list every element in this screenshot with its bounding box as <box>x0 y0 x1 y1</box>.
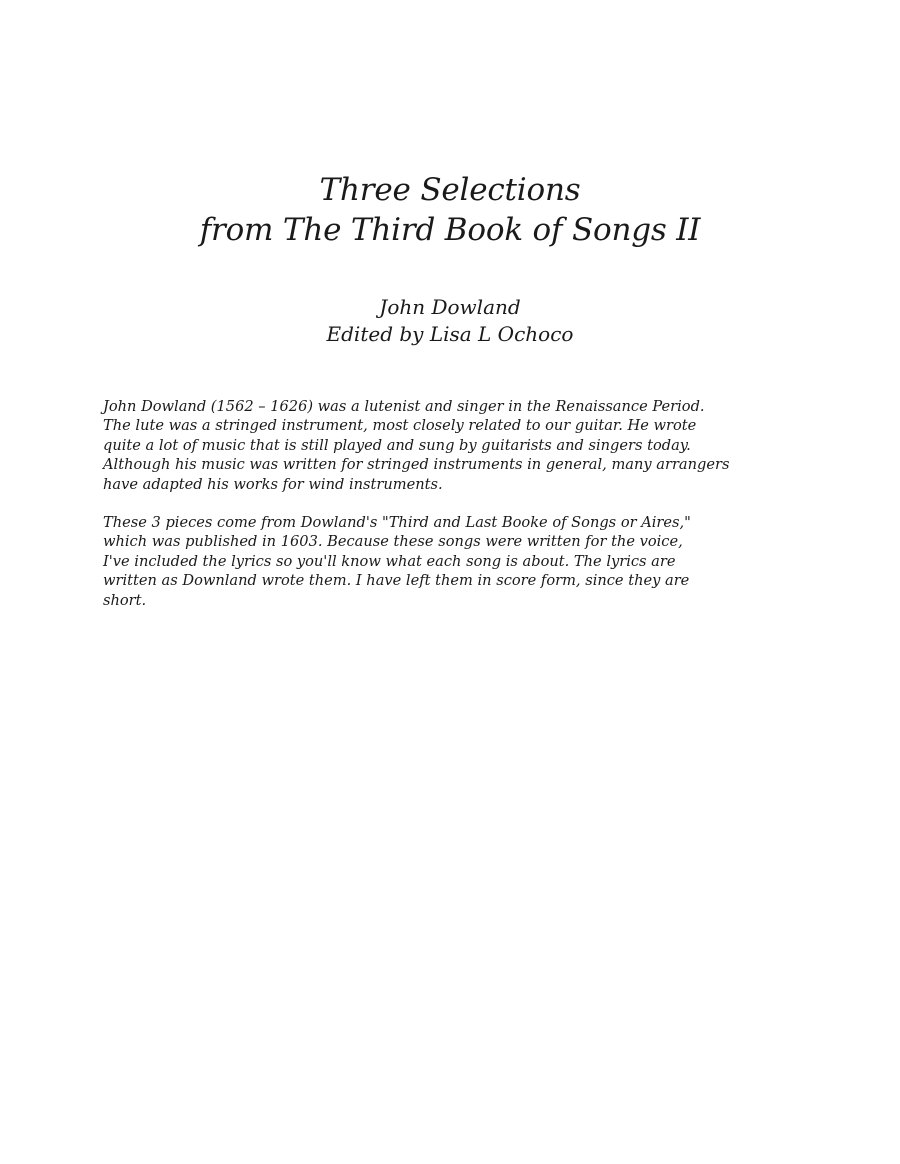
paragraph-line: short. <box>103 591 147 609</box>
document-title <box>0 170 900 250</box>
composer-name: John Dowland <box>379 295 521 319</box>
title-line-1: Three Selections <box>319 172 581 208</box>
paragraph-line: have adapted his works for wind instruments. <box>103 475 443 493</box>
paragraph-line: John Dowland (1562 – 1626) was a lutenist and singer in the Renaissance Period. <box>103 398 705 415</box>
paragraph-line: Although his music was written for stringed instruments in general, many arrangers <box>103 456 730 474</box>
paragraph-line: written as Downland wrote them. I have left them in score form, since they are <box>103 572 690 590</box>
paragraph-line: which was published in 1603. Because these songs were written for the voice, <box>103 533 683 551</box>
paragraph-line: The lute was a stringed instrument, most closely related to our guitar. He wrote <box>103 417 697 435</box>
intro-paragraph-2 <box>103 513 803 610</box>
paragraph-line: These 3 pieces come from Dowland's "Third and Last Booke of Songs or Aires," <box>103 514 691 531</box>
paragraph-line: quite a lot of music that is still played and sung by guitarists and singers today. <box>103 436 691 454</box>
editor-credit: Edited by Lisa L Ochoco <box>326 322 574 346</box>
paragraph-line: I've included the lyrics so you'll know what each song is about. The lyrics are <box>103 552 676 570</box>
title-line-2: from The Third Book of Songs II <box>199 212 701 248</box>
intro-paragraph-1 <box>103 397 803 494</box>
byline <box>0 294 900 348</box>
